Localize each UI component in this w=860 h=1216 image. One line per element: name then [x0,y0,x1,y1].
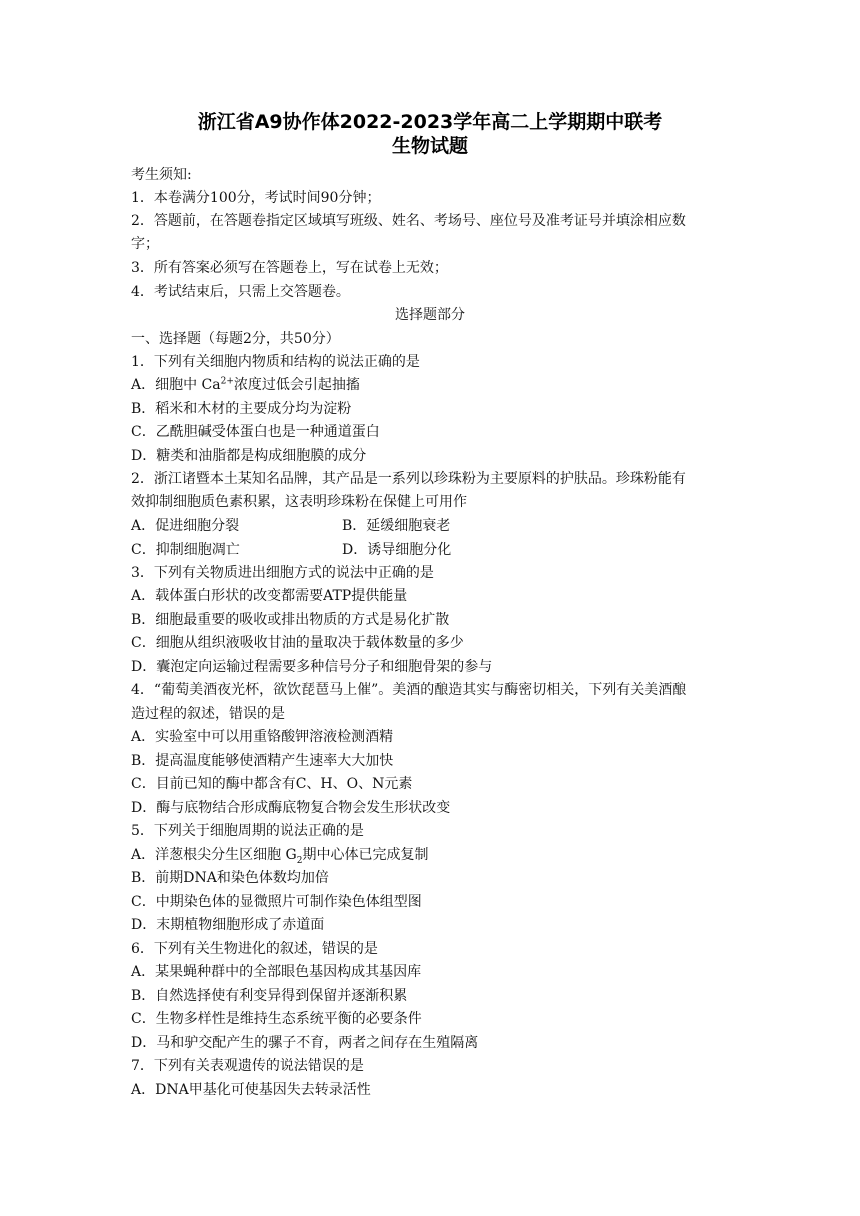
option-text: A．细胞中 Ca [131,377,221,393]
question-2-options-cd [131,539,731,561]
question-6-option-a: A．某果蝇种群中的全部眼色基因构成其基因库 [131,964,422,980]
option-text: A．洋葱根尖分生区细胞 G [131,847,297,863]
question-5-option-a [131,844,731,866]
question-5-option-c: C．中期染色体的显微照片可制作染色体组型图 [131,894,422,910]
question-7-stem: 7．下列有关表观遗传的说法错误的是 [131,1058,364,1074]
notice-item: 1．本卷满分100分，考试时间90分钟； [131,190,381,206]
question-2-option-c: C．抑制细胞凋亡 [131,542,240,558]
question-1-option-a [131,374,731,396]
question-6-option-d: D．马和驴交配产生的骡子不育，两者之间存在生殖隔离 [131,1035,479,1051]
question-4-option-a: A．实验室中可以用重铬酸钾溶液检测酒精 [131,729,394,745]
question-1-option-b: B．稻米和木材的主要成分均为淀粉 [131,401,352,417]
question-2-stem-cont: 效抑制细胞质色素积累，这表明珍珠粉在保健上可用作 [131,494,467,510]
question-2-option-d: D．诱导细胞分化 [342,542,452,558]
question-4-stem: 4．“葡萄美酒夜光杯，欲饮琵琶马上催”。美酒的酿造其实与酶密切相关，下列有关美酒酿 [131,682,687,698]
subscript: 2 [296,855,303,866]
question-1-option-c: C．乙酰胆碱受体蛋白也是一种通道蛋白 [131,424,380,440]
exam-subtitle: 生物试题 [391,135,468,157]
question-5-stem: 5．下列关于细胞周期的说法正确的是 [131,823,364,839]
notice-heading: 考生须知: [131,167,192,183]
question-4-stem-cont: 造过程的叙述，错误的是 [131,706,285,722]
question-3-option-a: A．载体蛋白形状的改变都需要ATP提供能量 [131,588,408,604]
section-instruction: 一、选择题（每题2分，共50分） [131,331,340,347]
question-4-option-b: B．提高温度能够使酒精产生速率大大加快 [131,753,394,769]
notice-item: 3．所有答案必须写在答题卷上，写在试卷上无效； [131,260,448,276]
option-text: 浓度过低会引起抽搐 [233,377,360,393]
superscript: 2+ [220,376,234,387]
question-2-option-b: B．延缓细胞衰老 [342,518,451,534]
question-3-option-b: B．细胞最重要的吸收或排出物质的方式是易化扩散 [131,612,450,628]
question-5-option-d: D．末期植物细胞形成了赤道面 [131,917,325,933]
question-3-stem: 3．下列有关物质进出细胞方式的说法中正确的是 [131,565,434,581]
question-6-option-b: B．自然选择使有利变异得到保留并逐渐积累 [131,988,408,1004]
question-3-option-c: C．细胞从组织液吸收甘油的量取决于载体数量的多少 [131,635,464,651]
exam-title: 浙江省A9协作体2022-2023学年高二上学期期中联考 [197,111,663,133]
question-6-stem: 6．下列有关生物进化的叙述，错误的是 [131,941,378,957]
question-1-option-d: D．糖类和油脂都是构成细胞膜的成分 [131,448,367,464]
question-4-option-c: C．目前已知的酶中都含有C、H、O、N元素 [131,776,413,792]
notice-item: 字； [131,236,159,252]
notice-item: 4．考试结束后，只需上交答题卷。 [131,284,350,300]
question-7-option-a: A．DNA甲基化可使基因失去转录活性 [131,1082,371,1098]
section-title: 选择题部分 [395,307,465,323]
question-3-option-d: D．囊泡定向运输过程需要多种信号分子和细胞骨架的参与 [131,659,493,675]
question-1-stem: 1．下列有关细胞内物质和结构的说法正确的是 [131,354,420,370]
question-5-option-b: B．前期DNA和染色体数均加倍 [131,870,329,886]
question-6-option-c: C．生物多样性是维持生态系统平衡的必要条件 [131,1011,422,1027]
question-2-options-ab [131,515,731,537]
option-text: 期中心体已完成复制 [302,847,429,863]
question-4-option-d: D．酶与底物结合形成酶底物复合物会发生形状改变 [131,800,451,816]
question-2-stem: 2．浙江诸暨本土某知名品牌，其产品是一系列以珍珠粉为主要原料的护肤品。珍珠粉能有 [131,471,686,487]
notice-item: 2．答题前，在答题卷指定区域填写班级、姓名、考场号、座位号及准考证号并填涂相应数 [131,213,686,229]
question-2-option-a: A．促进细胞分裂 [131,518,240,534]
